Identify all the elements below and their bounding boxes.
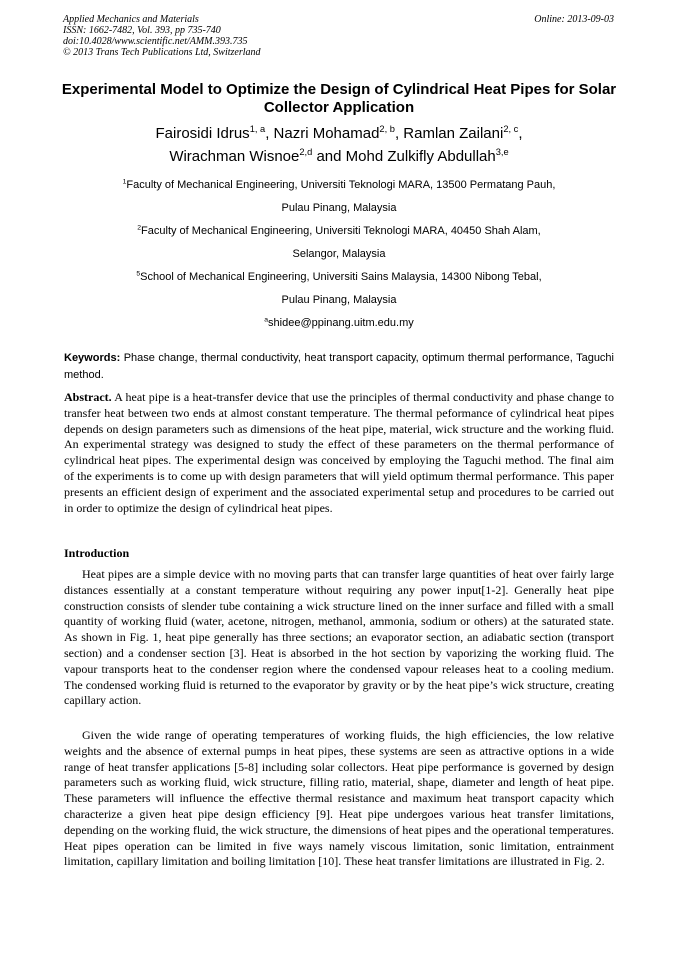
affiliations [40, 174, 638, 335]
journal-doi: doi:10.4028/www.scientific.net/AMM.393.735 [63, 36, 248, 47]
author-name: Fairosidi Idrus [155, 125, 250, 142]
author-name: Wirachman Wisnoe [169, 148, 300, 165]
author-name: , Nazri Mohamad [265, 125, 380, 142]
keywords [64, 350, 614, 384]
section-heading-introduction: Introduction [64, 546, 130, 560]
journal-copyright: © 2013 Trans Tech Publications Ltd, Switzerland [63, 47, 261, 58]
journal-issn: ISSN: 1662-7482, Vol. 393, pp 735-740 [63, 25, 221, 36]
contact-email[interactable] [40, 312, 638, 335]
abstract [64, 390, 614, 516]
intro-paragraph-1: Heat pipes are a simple device with no moving parts that can transfer large quantities of heat over fairly large distances essentially at a constant temperature without requiring any power input[1-2]. Generally heat pipe construction consists of slender tube containing a wick structure lined on the inner surface and filled with a small quantity of working fluid (water, acetone, nitrogen, methanol, ammonia, sodium or others) at the saturated state. As shown in Fig. 1, heat pipe generally has three sections; an evaporator section, an adiabatic section (transport section) and a condenser section [3]. Heat is absorbed in the hot section by vaporizing the working fluid. The vapour transports heat to the condenser region where the condensed vapour releases heat to a cooling medium. The condensed working fluid is returned to the evaporator by gravity or by the heat pipe’s wick structure, creating capillary action. [64, 567, 614, 708]
online-date: Online: 2013-09-03 [534, 14, 614, 25]
affiliation-1-location: Pulau Pinang, Malaysia [281, 202, 397, 214]
affiliation-superscript: 1 [122, 178, 127, 186]
affiliation-text: Faculty of Mechanical Engineering, Universiti Teknologi MARA, 40450 Shah Alam, [141, 225, 541, 237]
keywords-label: Keywords: [64, 352, 121, 364]
author-name: , Ramlan Zailani [394, 125, 504, 142]
abstract-text: A heat pipe is a heat-transfer device that use the principles of thermal conductivity and phase change to transfer heat between two ends at almost constant temperature. The thermal peformance of cylindrical heat pipes depends on design parameters such as dimensions of the heat pipe, material, wick structure and the working fluid. An experimental strategy was designed to study the effect of these parameters on the thermal performance of cylindrical heat pipes. The experimental design was conceived by employing the Taguchi method. The final aim of the experiments is to come up with design parameters that will yield optimum thermal performance. This paper presents an efficient design of experiment and the associated experimental setup and procedures to be carried out in order to optimize the design of cylindrical heat pipes. [64, 390, 614, 515]
affiliation-2-location: Selangor, Malaysia [292, 248, 386, 260]
intro-paragraph-2: Given the wide range of operating temperatures of working fluids, the high efficiencies, the low relative weights and the absence of external pumps in heat pipes, these systems are seen as attractive options in a wide range of heat transfer applications [5-8] including solar collectors. Heat pipe performance is governed by design parameters such as working fluid, wick structure, filling ratio, material, shape, diameter and length of heat pipe. These parameters will influence the effective thermal resistance and maximum heat transport capacity which characterize a given heat pipe design efficiency [9]. Heat pipe undergoes various heat transfer limitations, depending on the working fluid, the wick structure, the dimensions of heat pipes and the operational temperatures. Heat pipes operation can be limited in five ways namely viscous limitation, sonic limitation, entrainment limitation, capillary limitation and boiling limitation [10]. These heat transfer limitations are illustrated in Fig. 2. [64, 728, 614, 869]
affiliation-3-location: Pulau Pinang, Malaysia [281, 294, 397, 306]
affiliation-2 [40, 220, 638, 243]
affiliation-text: School of Mechanical Engineering, Universiti Sains Malaysia, 14300 Nibong Tebal, [140, 271, 542, 283]
author-superscript: 3,e [495, 147, 509, 157]
author-separator: , [518, 125, 523, 142]
email-address[interactable]: shidee@ppinang.uitm.edu.my [268, 317, 414, 329]
affiliation-superscript: 5 [136, 270, 141, 278]
email-superscript: a [264, 316, 269, 324]
author-superscript: 2, b [379, 124, 395, 134]
keywords-text: Phase change, thermal conductivity, heat transport capacity, optimum thermal performance, Taguchi method. [64, 352, 614, 381]
author-superscript: 2, c [503, 124, 519, 134]
affiliation-1 [40, 174, 638, 197]
author-list [40, 122, 638, 168]
affiliation-text: Faculty of Mechanical Engineering, Universiti Teknologi MARA, 13500 Permatang Pauh, [126, 179, 556, 191]
author-line-1 [40, 122, 638, 145]
paper-title: Experimental Model to Optimize the Design of Cylindrical Heat Pipes for Solar Collector Application [61, 81, 617, 116]
affiliation-3 [40, 266, 638, 289]
author-superscript: 1, a [249, 124, 266, 134]
journal-header [63, 14, 261, 58]
affiliation-superscript: 2 [137, 224, 142, 232]
journal-name: Applied Mechanics and Materials [63, 14, 199, 25]
abstract-label: Abstract. [64, 390, 112, 404]
author-superscript: 2,d [299, 147, 313, 157]
author-name: and Mohd Zulkifly Abdullah [312, 148, 496, 165]
author-line-2 [40, 145, 638, 168]
